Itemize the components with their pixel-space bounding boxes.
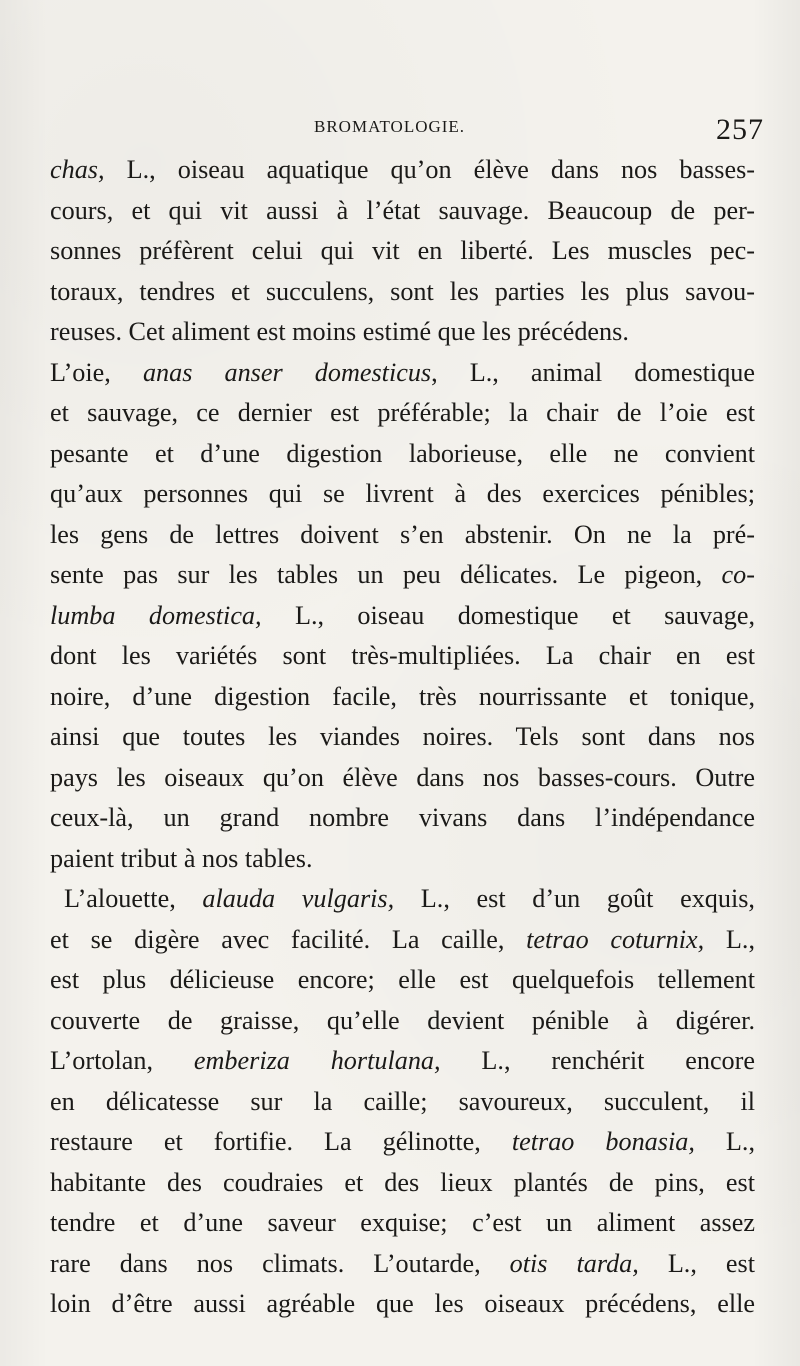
text-segment: paient tribut à nos tables. <box>50 843 313 873</box>
text-segment: toraux, tendres et succulens, sont les parties les plus savou- <box>50 276 755 306</box>
text-line <box>50 1001 755 1042</box>
text-segment: les gens de lettres doivent s’en abstenir. On ne la pré- <box>50 519 755 549</box>
text-segment: L., oiseau domestique et sauvage, <box>261 600 755 630</box>
italic-text: alauda vulgaris, <box>202 884 395 913</box>
text-segment: L’oie, <box>50 357 143 387</box>
italic-text: tetrao coturnix, <box>526 924 705 954</box>
text-segment: L., est d’un goût exquis, <box>394 884 755 913</box>
text-segment: couverte de graisse, qu’elle devient pénible à digérer. <box>50 1005 755 1035</box>
text-line <box>50 1284 755 1325</box>
text-segment: L’ortolan, <box>50 1046 194 1075</box>
text-line <box>50 1203 755 1244</box>
text-line <box>50 920 755 961</box>
text-line <box>50 596 755 637</box>
text-line <box>50 555 755 596</box>
italic-text: chas, <box>50 155 105 184</box>
text-segment: reuses. Cet aliment est moins estimé que les précédens. <box>50 317 629 346</box>
text-line <box>50 636 755 677</box>
text-line <box>50 677 755 718</box>
body-text <box>50 150 755 1325</box>
text-line <box>50 474 755 515</box>
italic-text: otis tarda, <box>509 1248 639 1278</box>
text-line <box>50 434 755 475</box>
text-line <box>50 1244 755 1285</box>
text-segment: qu’aux personnes qui se livrent à des exercices pénibles; <box>50 479 755 508</box>
text-segment: est plus délicieuse encore; elle est quelquefois tellement <box>50 965 755 994</box>
text-segment: L., <box>694 1127 755 1156</box>
text-segment: et se digère avec facilité. La caille, <box>50 924 527 954</box>
text-segment: , L., animal domestique <box>431 357 755 387</box>
text-line <box>50 960 755 1001</box>
text-segment: dont les variétés sont très-multipliées. La chair en est <box>50 641 755 670</box>
italic-text: co- <box>721 560 755 589</box>
text-segment: L’alouette, <box>64 884 203 913</box>
text-line <box>50 231 755 272</box>
text-line <box>50 191 755 232</box>
italic-text: anas anser domesticus <box>142 357 432 387</box>
text-segment: et sauvage, ce dernier est préférable; la chair de l’oie est <box>50 398 755 427</box>
text-segment: tendre et d’une saveur exquise; c’est un aliment assez <box>50 1208 755 1237</box>
page-header <box>44 113 764 146</box>
text-segment: ainsi que toutes les viandes noires. Tels sont dans nos <box>50 722 755 751</box>
text-segment: pays les oiseaux qu’on élève dans nos basses-cours. Outre <box>50 762 755 792</box>
text-segment: noire, d’une digestion facile, très nourrissante et tonique, <box>50 681 755 711</box>
text-line <box>50 1082 755 1123</box>
text-line <box>50 150 755 191</box>
text-segment: cours, et qui vit aussi à l’état sauvage. Beaucoup de per- <box>50 195 755 225</box>
italic-text: lumba domestica, <box>50 600 262 630</box>
text-segment: restaure et fortifie. La gélinotte, <box>50 1127 512 1156</box>
italic-text: emberiza hortulana, <box>193 1046 441 1075</box>
text-segment: sonnes préfèrent celui qui vit en liberté. Les muscles pec- <box>50 236 755 265</box>
text-line <box>50 1041 755 1082</box>
text-segment: pesante et d’une digestion laborieuse, elle ne convient <box>50 438 755 468</box>
text-segment: ceux-là, un grand nombre vivans dans l’indépendance <box>50 803 755 832</box>
text-segment: en délicatesse sur la caille; savoureux, succulent, il <box>50 1086 755 1116</box>
text-line <box>50 353 755 394</box>
text-line <box>50 393 755 434</box>
text-segment: sente pas sur les tables un peu délicates. Le pigeon, <box>50 560 722 589</box>
text-segment: L., est <box>638 1248 755 1278</box>
text-line <box>50 515 755 556</box>
running-title: BROMATOLOGIE. <box>314 117 466 136</box>
text-line <box>50 879 755 920</box>
text-line <box>50 1122 755 1163</box>
text-line <box>50 1163 755 1204</box>
text-line <box>50 839 755 880</box>
page-number: 257 <box>716 113 764 146</box>
text-segment: habitante des coudraies et des lieux plantés de pins, est <box>50 1167 755 1197</box>
text-line <box>50 272 755 313</box>
text-line <box>50 717 755 758</box>
text-segment: L., renchérit encore <box>440 1046 755 1075</box>
text-segment: loin d’être aussi agréable que les oiseaux précédens, elle <box>50 1289 755 1318</box>
text-line <box>50 798 755 839</box>
text-segment: L., <box>704 924 755 954</box>
italic-text: tetrao bonasia, <box>511 1127 695 1156</box>
text-segment: L., oiseau aquatique qu’on élève dans nos basses- <box>104 155 755 184</box>
text-segment: rare dans nos climats. L’outarde, <box>50 1248 510 1278</box>
text-line <box>50 312 755 353</box>
text-line <box>50 758 755 799</box>
